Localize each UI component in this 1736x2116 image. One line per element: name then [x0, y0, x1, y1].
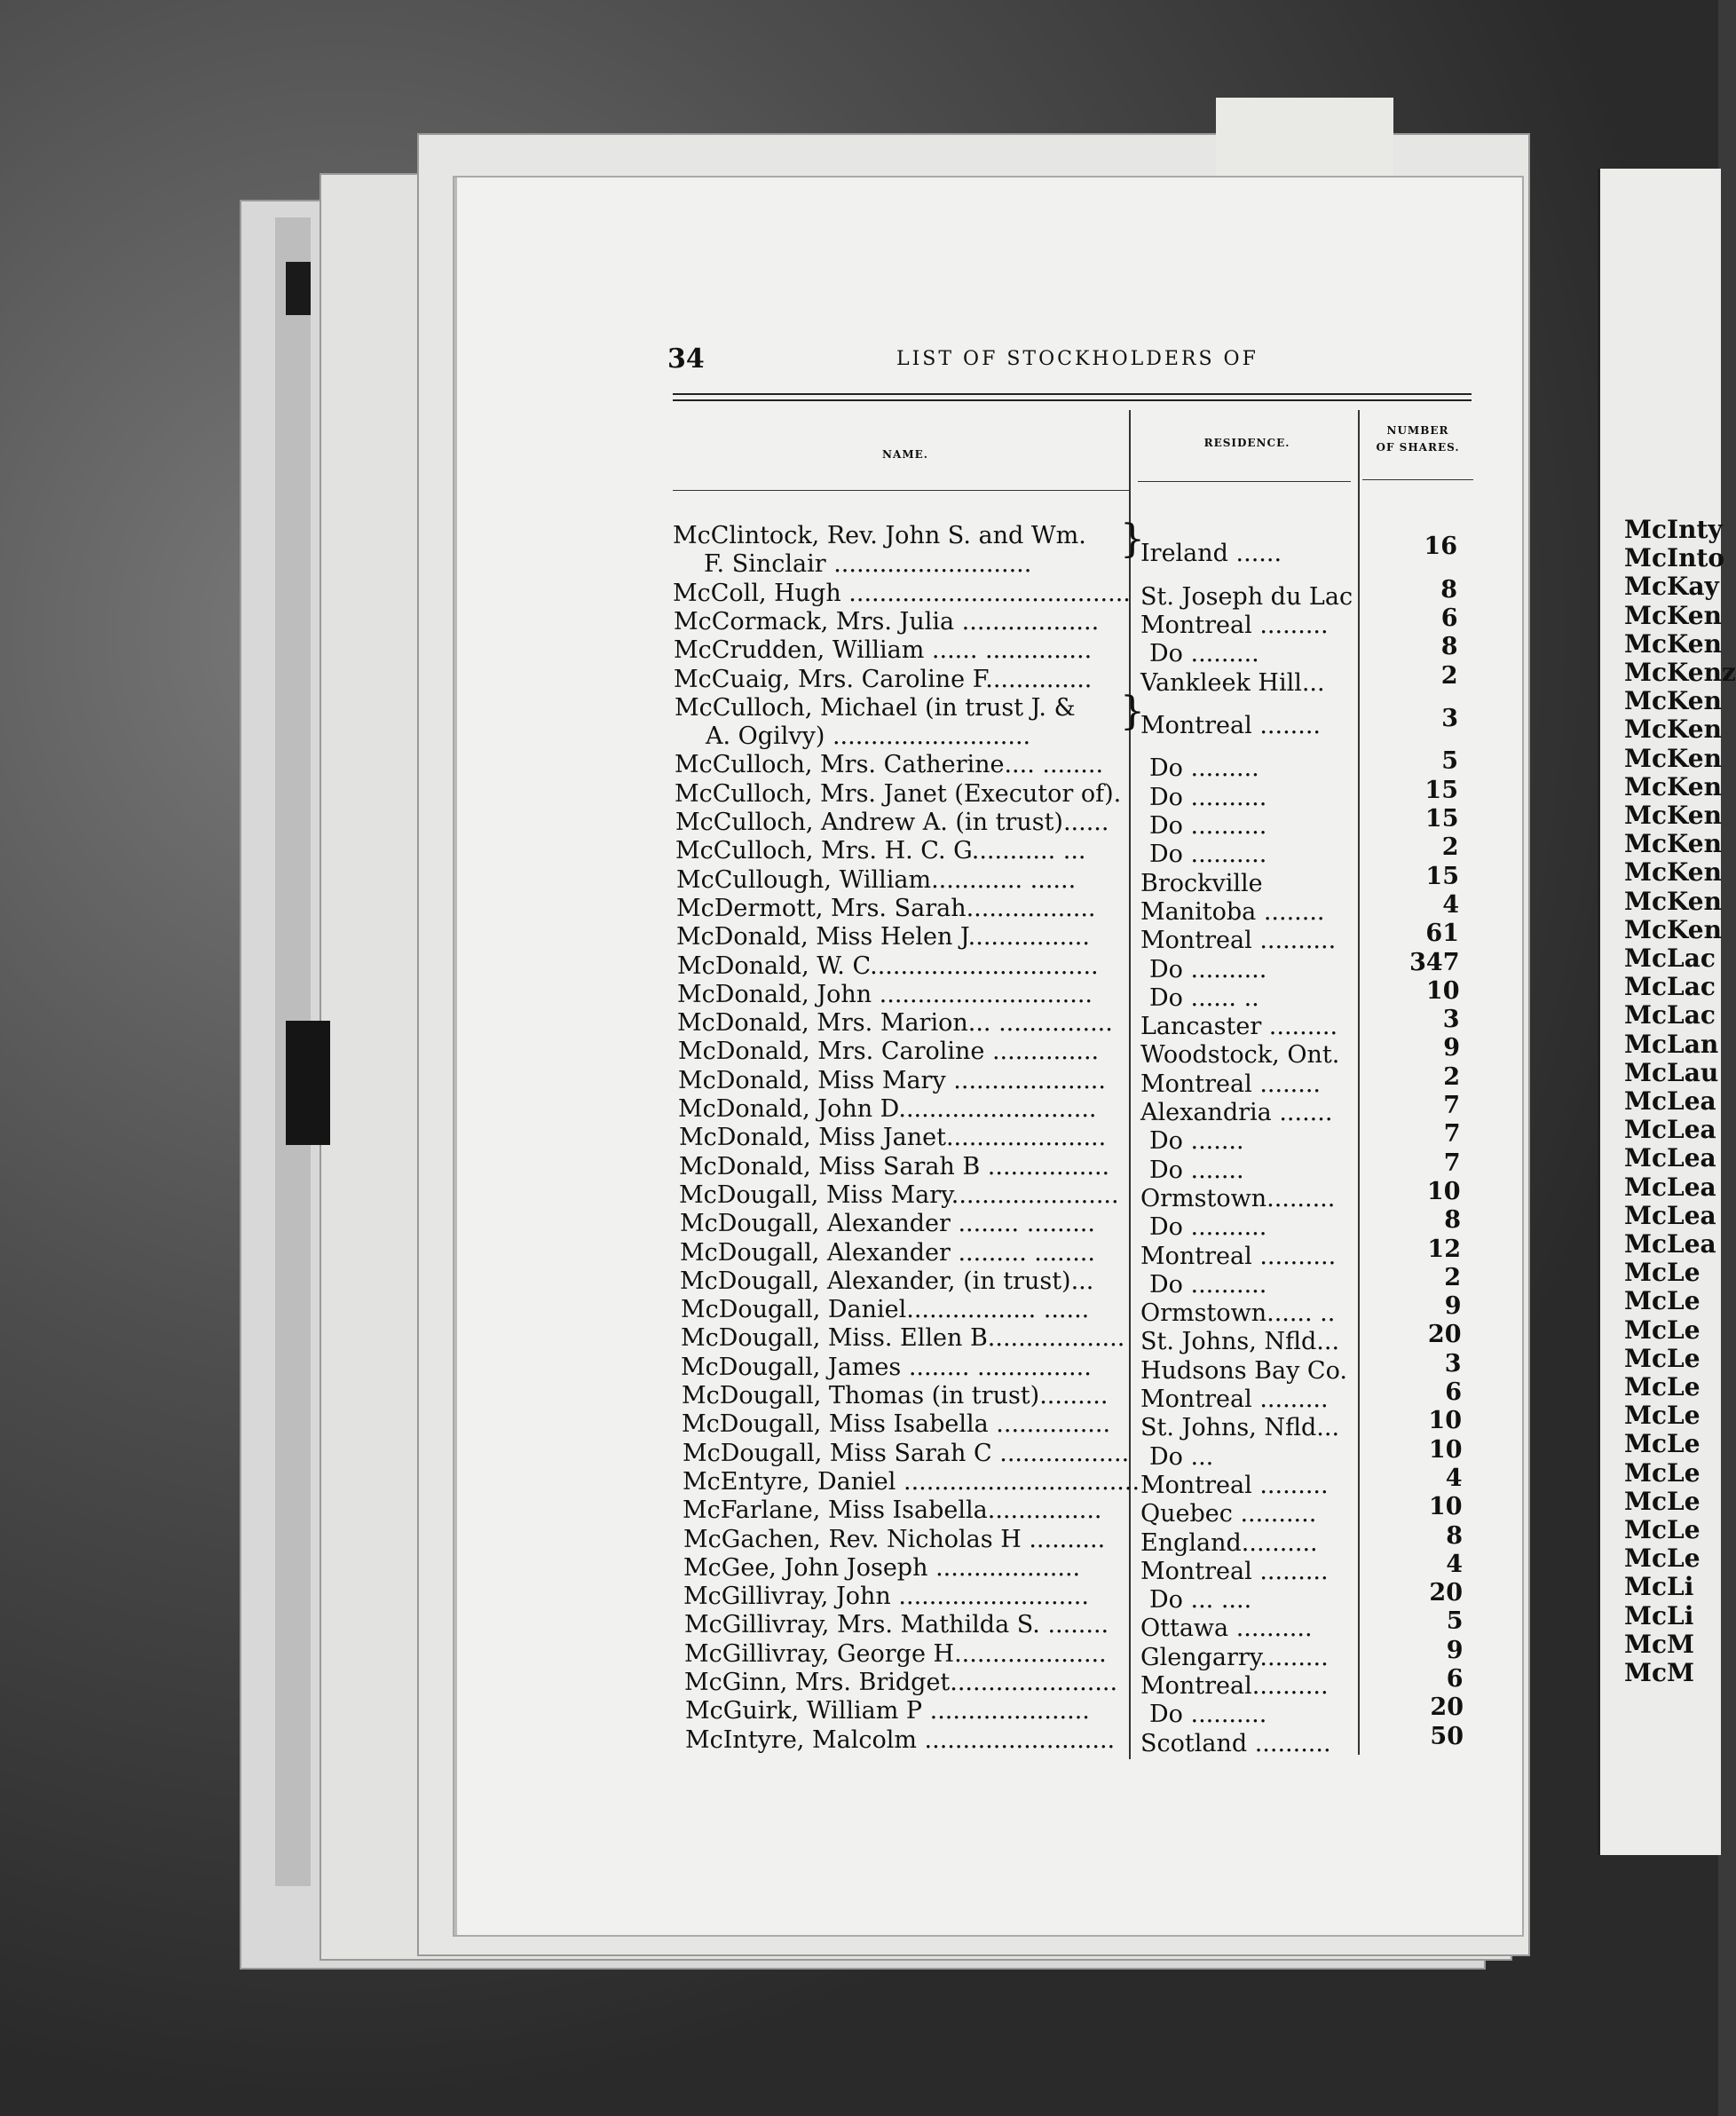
entry-residence: Woodstock, Ont. — [1140, 1041, 1340, 1070]
entry-shares: 8 — [1446, 1521, 1463, 1550]
entry-shares: 7 — [1443, 1092, 1460, 1119]
entry-residence: Scotland .......... — [1140, 1729, 1331, 1757]
entry-residence: Manitoba ........ — [1140, 897, 1325, 926]
facing-page-entry: McInto — [1624, 543, 1725, 573]
entry-name: McCrudden, William ...... .............. — [674, 636, 1093, 665]
entry-shares: 2 — [1444, 1263, 1461, 1291]
entry-residence: Do ....... — [1149, 1127, 1244, 1156]
brace-mark: } — [1120, 688, 1145, 734]
entry-shares: 8 — [1444, 1206, 1461, 1235]
entry-shares: 3 — [1444, 1349, 1462, 1378]
entry-shares: 16 — [1424, 533, 1457, 561]
entry-shares: 7 — [1443, 1149, 1461, 1177]
entry-name: McDonald, Mrs. Caroline .............. — [678, 1038, 1100, 1066]
entry-shares: 15 — [1424, 776, 1458, 804]
entry-residence: Do ......... — [1149, 640, 1259, 668]
facing-page-entry: McKen — [1624, 886, 1722, 916]
facing-page-entry: McLac — [1624, 944, 1716, 973]
facing-page-entry: McKay — [1624, 572, 1719, 602]
entry-residence: Glengarry......... — [1140, 1643, 1329, 1671]
binding-clip — [286, 1021, 330, 1145]
entry-residence: England.......... — [1140, 1528, 1318, 1557]
facing-page-entry: McKenz — [1624, 658, 1736, 687]
entry-name: McGillivray, John ......................... — [683, 1583, 1089, 1611]
column-divider-2 — [1358, 410, 1360, 1755]
rule-top-2 — [673, 399, 1472, 401]
entry-shares: 2 — [1440, 661, 1458, 690]
facing-page-entry: McLau — [1624, 1057, 1719, 1087]
entry-residence: Ottawa .......... — [1140, 1615, 1313, 1643]
entry-shares: 10 — [1428, 1493, 1463, 1521]
entry-residence: Montreal ........ — [1140, 1070, 1322, 1098]
brace-mark: } — [1120, 517, 1145, 562]
entry-shares: 4 — [1446, 1550, 1463, 1578]
facing-page-entry: McLac — [1624, 1000, 1716, 1030]
entry-shares: 10 — [1425, 976, 1460, 1005]
facing-page-entry: McLe — [1624, 1343, 1700, 1373]
entry-residence: Ormstown......... — [1140, 1184, 1336, 1212]
entry-residence: Brockville — [1140, 869, 1263, 897]
entry-name: McCullough, William............ ...... — [676, 865, 1077, 894]
facing-page-entry: McKen — [1624, 829, 1722, 859]
entry-shares: 3 — [1441, 704, 1458, 732]
facing-page-entry: McLea — [1624, 1172, 1716, 1202]
entry-shares: 8 — [1440, 633, 1458, 661]
entry-residence: Montreal ......... — [1140, 1386, 1329, 1413]
facing-page-entry: McInty — [1624, 515, 1723, 544]
entry-residence: Alexandria ....... — [1140, 1099, 1333, 1126]
entry-name: McDermott, Mrs. Sarah................. — [676, 894, 1096, 922]
entry-name: McDougall, Thomas (in trust)......... — [682, 1382, 1109, 1409]
entry-name: McDougall, Alexander, (in trust)... — [680, 1267, 1094, 1295]
entry-residence: Do .......... — [1149, 812, 1267, 840]
entry-name-continued: A. Ogilvy) .......................... — [706, 722, 1031, 751]
entry-residence: Montreal.......... — [1140, 1672, 1329, 1700]
entry-residence: St. Joseph du Lac — [1140, 582, 1353, 611]
entry-shares: 20 — [1429, 1579, 1463, 1607]
entry-name: McCulloch, Michael (in trust J. & — [675, 693, 1076, 722]
entry-name: McEntyre, Daniel ............................... — [683, 1467, 1140, 1496]
entry-shares: 5 — [1441, 747, 1458, 776]
entry-residence: St. Johns, Nfld... — [1140, 1328, 1340, 1356]
entry-shares: 2 — [1443, 1062, 1460, 1091]
facing-page-entry: McLea — [1624, 1115, 1716, 1145]
column-header-shares-1: NUMBER — [1386, 424, 1449, 437]
entry-residence: Hudsons Bay Co. — [1140, 1356, 1347, 1385]
facing-page-entry: McLe — [1624, 1315, 1700, 1345]
facing-page-entry: McKen — [1624, 771, 1722, 801]
entry-name: McCulloch, Mrs. H. C. G........... ... — [675, 837, 1086, 865]
entry-shares: 9 — [1444, 1292, 1462, 1321]
entry-residence: Do ....... — [1149, 1156, 1244, 1184]
entry-name: McGuirk, William P ..................... — [685, 1697, 1090, 1725]
facing-page-entry: McLe — [1624, 1401, 1700, 1431]
page-number: 34 — [667, 343, 705, 375]
entry-shares: 4 — [1442, 890, 1459, 919]
entry-name: McDonald, Miss Helen J................ — [676, 923, 1090, 951]
rule-res-header — [1138, 481, 1351, 482]
entry-name: McGillivray, Mrs. Mathilda S. ........ — [684, 1611, 1109, 1639]
entry-shares: 61 — [1425, 920, 1459, 948]
page-title: LIST OF STOCKHOLDERS OF — [896, 348, 1259, 370]
entry-shares: 50 — [1430, 1722, 1464, 1750]
entry-name: McDonald, John ............................ — [677, 980, 1093, 1008]
entry-residence: Montreal .......... — [1140, 927, 1337, 955]
entry-name: McGillivray, George H.................... — [684, 1639, 1107, 1668]
facing-page-entry: McKen — [1624, 715, 1722, 745]
entry-name: McDougall, Daniel................. ...... — [681, 1296, 1090, 1324]
entry-name: McDougall, Miss Mary...................... — [679, 1180, 1119, 1209]
entry-shares: 20 — [1427, 1321, 1462, 1349]
entry-name-continued: F. Sinclair .......................... — [704, 550, 1032, 579]
entry-name: McDougall, Miss Isabella ............... — [682, 1410, 1111, 1439]
rule-name-header — [673, 490, 1130, 491]
entry-shares: 15 — [1425, 862, 1459, 890]
entry-shares: 7 — [1443, 1120, 1461, 1149]
entry-name: McClintock, Rev. John S. and Wm. — [673, 522, 1086, 549]
entry-shares: 15 — [1424, 805, 1459, 833]
entry-name: McIntyre, Malcolm ......................... — [685, 1725, 1116, 1754]
entry-name: McCuaig, Mrs. Caroline F.............. — [674, 665, 1093, 693]
facing-page-entry: McLi — [1624, 1600, 1694, 1630]
facing-page-entry: McM — [1624, 1658, 1695, 1687]
entry-name: McGinn, Mrs. Bridget...................... — [684, 1669, 1118, 1696]
entry-shares: 20 — [1430, 1694, 1464, 1722]
entry-shares: 347 — [1409, 948, 1460, 976]
facing-page-entry: McKen — [1624, 686, 1722, 716]
column-header-residence: RESIDENCE. — [1203, 437, 1290, 449]
facing-page-entry: McKen — [1624, 600, 1722, 630]
entry-residence: Do ...... .. — [1149, 983, 1259, 1012]
entry-residence: Do ... .... — [1149, 1586, 1252, 1615]
facing-page-entry: McLe — [1624, 1286, 1700, 1316]
entry-residence: Do .......... — [1149, 1270, 1267, 1299]
entry-name: McDougall, Alexander ......... ........ — [680, 1238, 1095, 1267]
entry-shares: 10 — [1428, 1435, 1463, 1464]
entry-residence: Montreal ......... — [1140, 611, 1329, 639]
entry-residence: Vankleek Hill... — [1140, 668, 1325, 697]
facing-page-entry: McLan — [1624, 1029, 1719, 1059]
rule-shares-header — [1362, 479, 1473, 480]
facing-page-entry: McLi — [1624, 1572, 1694, 1602]
entry-residence: Ireland ...... — [1140, 540, 1282, 568]
entry-shares: 9 — [1446, 1636, 1464, 1664]
facing-page-entry: McKen — [1624, 857, 1722, 888]
entry-shares: 6 — [1440, 604, 1458, 632]
entry-shares: 6 — [1446, 1665, 1464, 1693]
entry-name: McDonald, John D.......................... — [678, 1095, 1097, 1123]
entry-residence: Montreal ........ — [1140, 711, 1322, 739]
facing-page-entry: McKen — [1624, 914, 1722, 944]
facing-page-entry: McLea — [1624, 1229, 1716, 1259]
entry-name: McFarlane, Miss Isabella............... — [683, 1496, 1102, 1525]
entry-residence: Do .......... — [1149, 1701, 1267, 1729]
facing-page-entry: McLe — [1624, 1429, 1700, 1459]
entry-residence: Montreal ......... — [1140, 1471, 1329, 1499]
entry-name: McCulloch, Andrew A. (in trust)...... — [675, 809, 1109, 836]
entry-name: McDonald, Miss Janet..................... — [679, 1124, 1107, 1152]
facing-page-entry: McLe — [1624, 1457, 1700, 1488]
entry-name: McDougall, James ........ ............... — [681, 1353, 1092, 1381]
facing-page-entry: McKen — [1624, 628, 1722, 659]
entry-residence: Lancaster ......... — [1140, 1013, 1338, 1041]
entry-shares: 10 — [1426, 1177, 1461, 1205]
entry-shares: 10 — [1428, 1407, 1462, 1435]
entry-shares: 9 — [1443, 1034, 1460, 1062]
entry-name: McGachen, Rev. Nicholas H .......... — [683, 1525, 1106, 1553]
entry-residence: Do ... — [1149, 1442, 1214, 1471]
entry-residence: Montreal .......... — [1140, 1242, 1337, 1270]
page-tab — [1216, 98, 1393, 178]
facing-page-entry: McLe — [1624, 1544, 1700, 1574]
entry-name: McDonald, Miss Mary .................... — [678, 1066, 1106, 1094]
entry-name: McDougall, Miss Sarah C ................. — [683, 1439, 1130, 1467]
facing-page-entry: McKen — [1624, 743, 1722, 773]
spine-mark — [286, 262, 311, 315]
entry-residence: Ormstown...... .. — [1140, 1299, 1336, 1328]
facing-page-entry: McLe — [1624, 1486, 1700, 1516]
entry-shares: 3 — [1442, 1006, 1460, 1034]
entry-residence: Do ......... — [1149, 754, 1259, 783]
entry-name: McCormack, Mrs. Julia .................. — [674, 607, 1100, 636]
facing-page-entry: McLe — [1624, 1372, 1700, 1401]
entry-name: McDonald, Mrs. Marion... ............... — [677, 1009, 1113, 1038]
rule-top — [673, 393, 1472, 395]
column-header-shares-2: OF SHARES. — [1376, 441, 1460, 454]
entry-name: McDonald, Miss Sarah B ................ — [679, 1152, 1110, 1180]
entry-shares: 5 — [1446, 1607, 1464, 1636]
entry-name: McColl, Hugh ..................................... — [673, 579, 1131, 607]
entry-name: McGee, John Joseph ................... — [683, 1553, 1081, 1582]
entry-name: McDougall, Miss. Ellen B.................. — [681, 1324, 1125, 1353]
facing-page-entry: McLe — [1624, 1515, 1700, 1544]
entry-residence: Do .......... — [1149, 841, 1267, 869]
facing-page-entry: McLea — [1624, 1086, 1716, 1116]
entry-shares: 12 — [1427, 1235, 1461, 1263]
entry-shares: 4 — [1445, 1464, 1463, 1492]
facing-page-entry: McLea — [1624, 1200, 1716, 1230]
entry-shares: 2 — [1441, 833, 1459, 862]
column-divider-1 — [1129, 410, 1131, 1759]
entry-name: McCulloch, Mrs. Janet (Executor of). — [675, 779, 1122, 808]
entry-shares: 6 — [1445, 1378, 1462, 1406]
facing-page-entry: McKen — [1624, 801, 1722, 830]
entry-residence: Do .......... — [1149, 955, 1267, 983]
facing-page-entry: McLe — [1624, 1258, 1700, 1288]
entry-residence: Quebec .......... — [1140, 1500, 1317, 1528]
entry-name: McCulloch, Mrs. Catherine.... ........ — [675, 751, 1104, 779]
column-header-name: NAME. — [882, 448, 928, 461]
facing-page-entry: McM — [1624, 1629, 1695, 1659]
entry-residence: Do .......... — [1149, 783, 1267, 811]
facing-page-entry: McLea — [1624, 1143, 1716, 1173]
entry-shares: 8 — [1440, 575, 1457, 604]
entry-residence: Do .......... — [1149, 1213, 1267, 1242]
entry-name: McDonald, W. C.............................. — [677, 951, 1099, 980]
entry-residence: St. Johns, Nfld... — [1140, 1414, 1340, 1442]
facing-page-entry: McLac — [1624, 972, 1716, 1002]
entry-name: McDougall, Alexander ........ ......... — [680, 1210, 1095, 1238]
entry-residence: Montreal ......... — [1140, 1557, 1329, 1585]
